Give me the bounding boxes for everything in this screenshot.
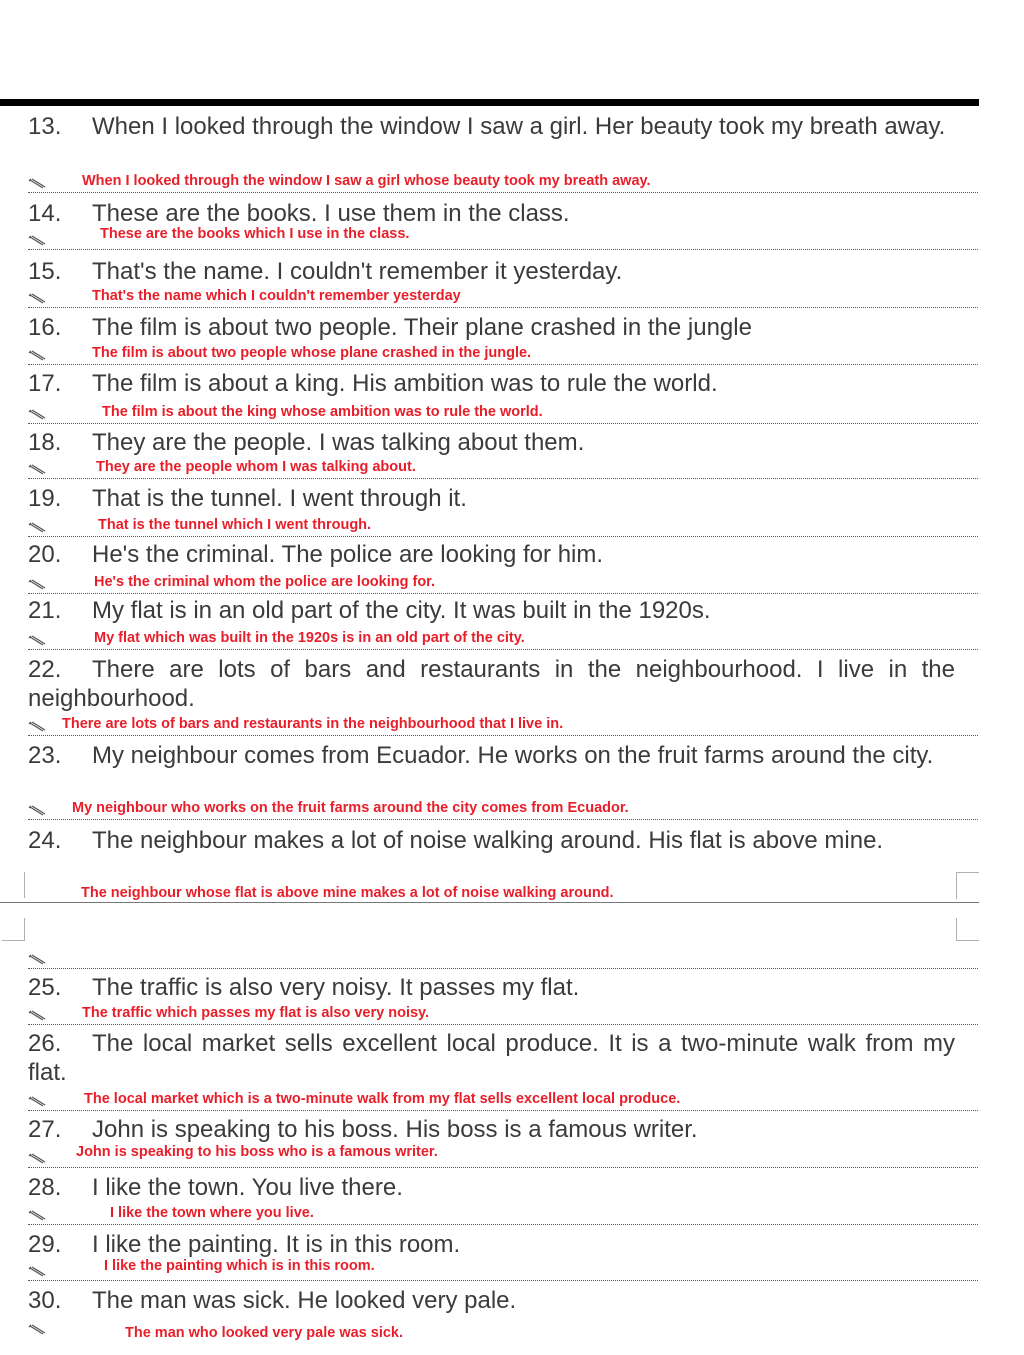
answer-line-17 <box>28 401 978 424</box>
answer-text: I like the painting which is in this room. <box>104 1258 375 1274</box>
question-text: The neighbour makes a lot of noise walking around. His flat is above mine. <box>92 827 884 854</box>
answer-text: That is the tunnel which I went through. <box>98 517 372 533</box>
question-20 <box>28 540 955 569</box>
question-text: The film is about a king. His ambition was to rule the world. <box>92 370 718 397</box>
pencil-icon <box>28 1153 48 1165</box>
pencil-icon <box>28 409 48 421</box>
question-23 <box>28 741 955 770</box>
answer-text: The local market which is a two-minute walk from my flat sells excellent local produce. <box>84 1091 681 1107</box>
pencil-icon <box>28 522 48 534</box>
question-text: John is speaking to his boss. His boss is a famous writer. <box>92 1116 698 1143</box>
question-22 <box>28 655 955 713</box>
answer-text: The traffic which passes my flat is also very noisy. <box>82 1005 430 1021</box>
pencil-icon <box>28 235 48 247</box>
question-number: 27. <box>28 1116 62 1143</box>
question-text: When I looked through the window I saw a girl. Her beauty took my breath away. <box>92 113 946 140</box>
question-17 <box>28 369 955 398</box>
answer-text: The film is about two people whose plane crashed in the jungle. <box>92 345 532 361</box>
question-text: There are lots of bars and restaurants in the neighbourhood. I live in the neighbourhood. <box>28 656 955 712</box>
answer-line-25 <box>28 1002 978 1025</box>
question-number: 24. <box>28 827 62 854</box>
answer-text: The film is about the king whose ambition was to rule the world. <box>102 404 543 420</box>
question-14 <box>28 199 955 228</box>
pencil-icon <box>28 1010 48 1022</box>
question-text: That is the tunnel. I went through it. <box>92 485 467 512</box>
answer-line-16 <box>28 342 978 365</box>
question-26 <box>28 1029 955 1087</box>
pencil-icon <box>28 293 48 305</box>
question-text: He's the criminal. The police are looking for him. <box>92 541 604 568</box>
question-13 <box>28 112 955 141</box>
answer-text: When I looked through the window I saw a girl whose beauty took my breath away. <box>82 173 651 189</box>
question-text: My flat is in an old part of the city. It was built in the 1920s. <box>92 597 711 624</box>
question-number: 28. <box>28 1174 62 1201</box>
question-text: I like the painting. It is in this room. <box>92 1231 461 1258</box>
question-16 <box>28 313 955 342</box>
top-rule <box>0 99 979 106</box>
answer-line-26 <box>28 1088 978 1111</box>
pencil-icon <box>28 721 48 733</box>
answer-text: My neighbour who works on the fruit farms around the city comes from Ecuador. <box>72 800 629 816</box>
pencil-icon <box>28 805 48 817</box>
question-text: That's the name. I couldn't remember it yesterday. <box>92 258 623 285</box>
pencil-icon <box>28 1324 48 1336</box>
pencil-icon <box>28 178 48 190</box>
answer-line-24 <box>28 946 978 969</box>
question-21 <box>28 596 955 625</box>
answer-text: My flat which was built in the 1920s is in an old part of the city. <box>94 630 525 646</box>
question-text: The local market sells excellent local produce. It is a two-minute walk from my flat. <box>28 1030 955 1086</box>
question-19 <box>28 484 955 513</box>
answer-text: He's the criminal whom the police are looking for. <box>94 574 436 590</box>
answer-text: They are the people whom I was talking about. <box>96 459 416 475</box>
question-number: 17. <box>28 370 62 397</box>
question-text: The film is about two people. Their plane crashed in the jungle <box>92 314 752 341</box>
answer-text: That's the name which I couldn't remember yesterday <box>92 288 461 304</box>
question-27 <box>28 1115 955 1144</box>
question-text: My neighbour comes from Ecuador. He works on the fruit farms around the city. <box>92 742 934 769</box>
page-corner-mark <box>2 872 25 898</box>
answer-line-13 <box>28 170 978 193</box>
question-number: 13. <box>28 113 62 140</box>
page-corner-mark <box>956 872 979 899</box>
page-break-line <box>0 902 979 903</box>
pencil-icon <box>28 464 48 476</box>
pencil-icon <box>28 1096 48 1108</box>
question-text: The man was sick. He looked very pale. <box>92 1287 517 1314</box>
question-number: 15. <box>28 258 62 285</box>
answer-line-23 <box>28 797 978 820</box>
question-text: The traffic is also very noisy. It passes my flat. <box>92 974 580 1001</box>
question-number: 30. <box>28 1287 62 1314</box>
question-number: 26. <box>28 1030 62 1057</box>
answer-30-text: The man who looked very pale was sick. <box>125 1325 404 1341</box>
question-number: 25. <box>28 974 62 1001</box>
question-28 <box>28 1173 955 1202</box>
page-corner-mark <box>956 918 979 941</box>
question-18 <box>28 428 955 457</box>
question-text: They are the people. I was talking about them. <box>92 429 585 456</box>
pencil-icon <box>28 579 48 591</box>
answer-line-14 <box>28 227 978 250</box>
answer-24-text: The neighbour whose flat is above mine makes a lot of noise walking around. <box>81 885 614 901</box>
pencil-icon <box>28 1210 48 1222</box>
pencil-icon <box>28 954 48 966</box>
page-corner-mark <box>2 918 25 941</box>
question-15 <box>28 257 955 286</box>
answer-line-20 <box>28 571 978 594</box>
answer-line-18 <box>28 456 978 479</box>
question-number: 23. <box>28 742 62 769</box>
question-30 <box>28 1286 955 1315</box>
answer-line-28 <box>28 1202 978 1225</box>
answer-line-22 <box>28 713 978 736</box>
question-number: 16. <box>28 314 62 341</box>
question-number: 20. <box>28 541 62 568</box>
question-number: 14. <box>28 200 62 227</box>
answer-text: I like the town where you live. <box>110 1205 314 1221</box>
answer-line-29 <box>28 1258 978 1281</box>
question-text: These are the books. I use them in the class. <box>92 200 570 227</box>
question-number: 29. <box>28 1231 62 1258</box>
question-text: I like the town. You live there. <box>92 1174 403 1201</box>
pencil-icon <box>28 635 48 647</box>
answer-text: These are the books which I use in the class. <box>100 226 410 242</box>
answer-line-21 <box>28 627 978 650</box>
answer-text: John is speaking to his boss who is a famous writer. <box>76 1144 438 1160</box>
pencil-icon <box>28 350 48 362</box>
question-29 <box>28 1230 955 1259</box>
question-25 <box>28 973 955 1002</box>
question-number: 19. <box>28 485 62 512</box>
answer-line-19 <box>28 514 978 537</box>
answer-line-15 <box>28 285 978 308</box>
question-number: 21. <box>28 597 62 624</box>
answer-text: There are lots of bars and restaurants in the neighbourhood that I live in. <box>62 716 564 732</box>
question-number: 18. <box>28 429 62 456</box>
pencil-icon <box>28 1266 48 1278</box>
answer-line-27 <box>28 1145 978 1168</box>
question-number: 22. <box>28 656 62 683</box>
question-24 <box>28 826 955 855</box>
